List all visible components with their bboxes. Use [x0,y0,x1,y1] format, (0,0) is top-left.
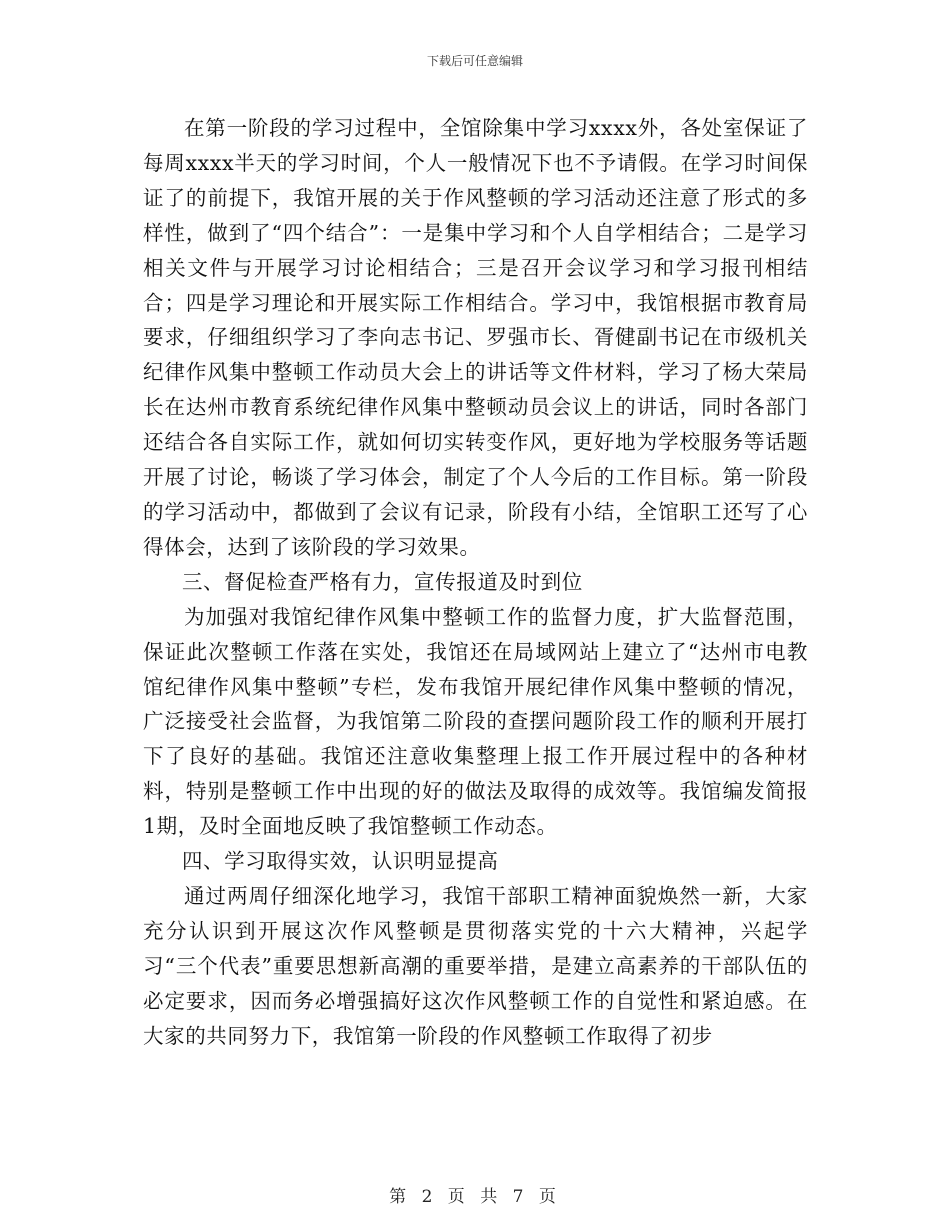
section-heading-3: 三、督促检查严格有力，宣传报道及时到位 [181,569,583,594]
page-header: 下载后可任意编辑 [426,54,523,68]
document-body [143,111,808,1053]
paragraph-study-process: 在第一阶段的学习过程中，全馆除集中学习xxxx外，各处室保证了每周xxxx半天的学习时间，个人一般情况下也不予请假。在学习时间保证了的前提下，我馆开展的关于作风整顿的学习活动还注意了形式的多样性，做到了“四个结合”：一是集中学习和个人自学相结合；二是学习相关文件与开展学习讨论相结合；三是召开会议学习和学习报刊相结合；四是学习理论和开展实际工作相结合。学习中，我馆根据市教育局要求，仔细组织学习了李向志书记、罗强市长、胥健副书记在市级机关纪律作风集中整顿工作动员大会上的讲话等文件材料，学习了杨大荣局长在达州市教育系统纪律作风集中整顿动员会议上的讲话，同时各部门还结合各自实际工作，就如何切实转变作风，更好地为学校服务等话题开展了讨论，畅谈了学习体会，制定了个人今后的工作目标。第一阶段的学习活动中，都做到了会议有记录，阶段有小结，全馆职工还写了心得体会，达到了该阶段的学习效果。 [143,116,808,559]
paragraph-supervision: 为加强对我馆纪律作风集中整顿工作的监督力度，扩大监督范围，保证此次整顿工作落在实处，我馆还在局域网站上建立了“达州市电教馆纪律作风集中整顿”专栏，发布我馆开展纪律作风集中整顿的情况，广泛接受社会监督，为我馆第二阶段的查摆问题阶段工作的顺利开展打下了良好的基础。我馆还注意收集整理上报工作开展过程中的各种材料，特别是整顿工作中出现的好的做法及取得的成效等。我馆编发简报1期，及时全面地反映了我馆整顿工作动态。 [143,604,808,839]
page-number-footer: 第 2 页 共 7 页 [389,1187,561,1207]
paragraph-results: 通过两周仔细深化地学习，我馆干部职工精神面貌焕然一新，大家充分认识到开展这次作风整顿是贯彻落实党的十六大精神，兴起学习“三个代表”重要思想新高潮的重要举措，是建立高素养的干部队伍的必定要求，因而务必增强搞好这次作风整顿工作的自觉性和紧迫感。在大家的共同努力下，我馆第一阶段的作风整顿工作取得了初步 [143,883,808,1048]
section-heading-4: 四、学习取得实效，认识明显提高 [181,849,499,874]
